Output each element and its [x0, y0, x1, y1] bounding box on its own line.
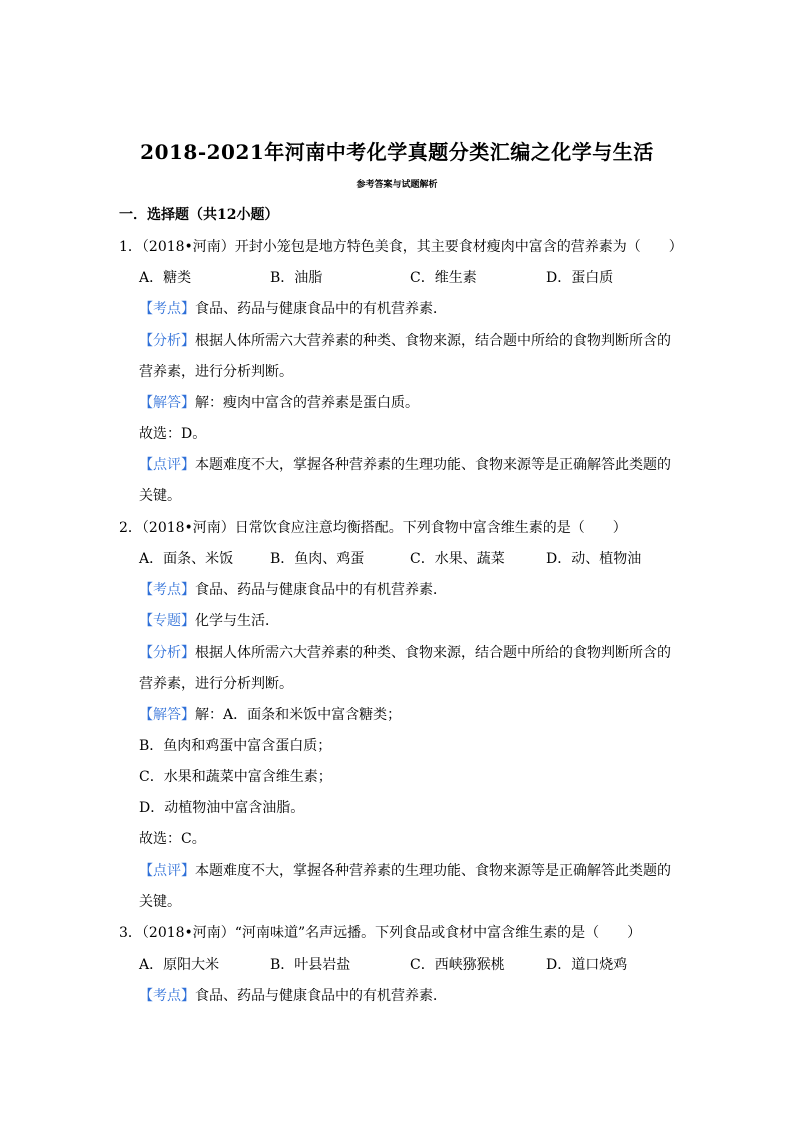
q1-option-c: C．维生素 — [410, 270, 477, 286]
q1-fenxi — [139, 332, 671, 350]
q2-zhuanti-text: 化学与生活． — [195, 613, 279, 629]
jieda-tag: 【解答】 — [139, 395, 195, 411]
q2-dianping-text-2: 关键。 — [139, 894, 181, 910]
q3-option-a: A．原阳大米 — [139, 957, 220, 973]
q2-zhuanti — [139, 612, 279, 630]
q2-fenxi-text-1: 根据人体所需六大营养素的种类、食物来源，结合题中所给的食物判断所含的 — [195, 645, 671, 661]
q2-option-c: C．水果、蔬菜 — [410, 551, 505, 567]
q2-option-d: D．动、植物油 — [546, 551, 642, 567]
zhuanti-tag: 【专题】 — [139, 613, 195, 629]
q3-option-b: B．叶县岩盐 — [270, 957, 351, 973]
q2-option-b: B．鱼肉、鸡蛋 — [270, 551, 365, 567]
q2-kaodian — [139, 581, 447, 599]
q2-option-a: A．面条、米饭 — [139, 551, 234, 567]
question-1-options — [139, 269, 659, 287]
dianping-tag: 【点评】 — [139, 457, 195, 473]
document-subtitle: 参考答案与试题解析 — [356, 180, 438, 190]
q2-line-d: D．动植物油中富含油脂。 — [139, 800, 305, 816]
q2-fenxi-text-2: 营养素，进行分析判断。 — [139, 676, 293, 692]
question-3-options — [139, 956, 659, 974]
q2-dianping-text-1: 本题难度不大，掌握各种营养素的生理功能、食物来源等是正确解答此类题的 — [195, 863, 671, 879]
q2-dianping — [139, 862, 671, 880]
q2-jieda — [139, 706, 401, 724]
q1-fenxi-text-1: 根据人体所需六大营养素的种类、食物来源，结合题中所给的食物判断所含的 — [195, 333, 671, 349]
kaodian-tag: 【考点】 — [139, 301, 195, 317]
jieda-tag: 【解答】 — [139, 707, 195, 723]
q2-line-b: B．鱼肉和鸡蛋中富含蛋白质； — [139, 738, 332, 754]
q2-line-c: C．水果和蔬菜中富含维生素； — [139, 769, 332, 785]
q2-answer: 故选：C。 — [139, 831, 206, 847]
q3-option-d: D．道口烧鸡 — [546, 957, 628, 973]
q1-dianping-text-1: 本题难度不大，掌握各种营养素的生理功能、食物来源等是正确解答此类题的 — [195, 457, 671, 473]
question-2-options — [139, 550, 659, 568]
q1-dianping — [139, 456, 671, 474]
q1-option-d: D．蛋白质 — [546, 270, 614, 286]
document-title: 2018-2021年河南中考化学真题分类汇编之化学与生活 — [140, 140, 654, 164]
q3-option-c: C．西峡猕猴桃 — [410, 957, 505, 973]
fenxi-tag: 【分析】 — [139, 645, 195, 661]
q3-kaodian — [139, 987, 447, 1005]
kaodian-tag: 【考点】 — [139, 582, 195, 598]
question-2-stem: 2．（2018•河南）日常饮食应注意均衡搭配。下列食物中富含维生素的是（ ） — [119, 520, 627, 536]
q1-jieda — [139, 394, 419, 412]
q1-option-a: A．糖类 — [139, 270, 192, 286]
q1-kaodian — [139, 300, 447, 318]
q1-kaodian-text: 食品、药品与健康食品中的有机营养素． — [195, 301, 447, 317]
dianping-tag: 【点评】 — [139, 863, 195, 879]
q1-answer: 故选：D。 — [139, 426, 207, 442]
section-heading: 一．选择题（共12小题） — [119, 207, 279, 223]
q1-dianping-text-2: 关键。 — [139, 488, 181, 504]
q1-option-b: B．油脂 — [270, 270, 323, 286]
q1-fenxi-text-2: 营养素，进行分析判断。 — [139, 364, 293, 380]
q2-fenxi — [139, 644, 671, 662]
kaodian-tag: 【考点】 — [139, 988, 195, 1004]
question-3-stem: 3．（2018•河南）“河南味道”名声远播。下列食品或食材中富含维生素的是（ ） — [119, 925, 642, 941]
q2-kaodian-text: 食品、药品与健康食品中的有机营养素． — [195, 582, 447, 598]
question-1-stem: 1．（2018•河南）开封小笼包是地方特色美食，其主要食材瘦肉中富含的营养素为（ ） — [119, 239, 683, 255]
q2-jieda-text: 解：A．面条和米饭中富含糖类； — [195, 707, 402, 723]
q1-jieda-text: 解：瘦肉中富含的营养素是蛋白质。 — [195, 395, 419, 411]
q3-kaodian-text: 食品、药品与健康食品中的有机营养素． — [195, 988, 447, 1004]
fenxi-tag: 【分析】 — [139, 333, 195, 349]
